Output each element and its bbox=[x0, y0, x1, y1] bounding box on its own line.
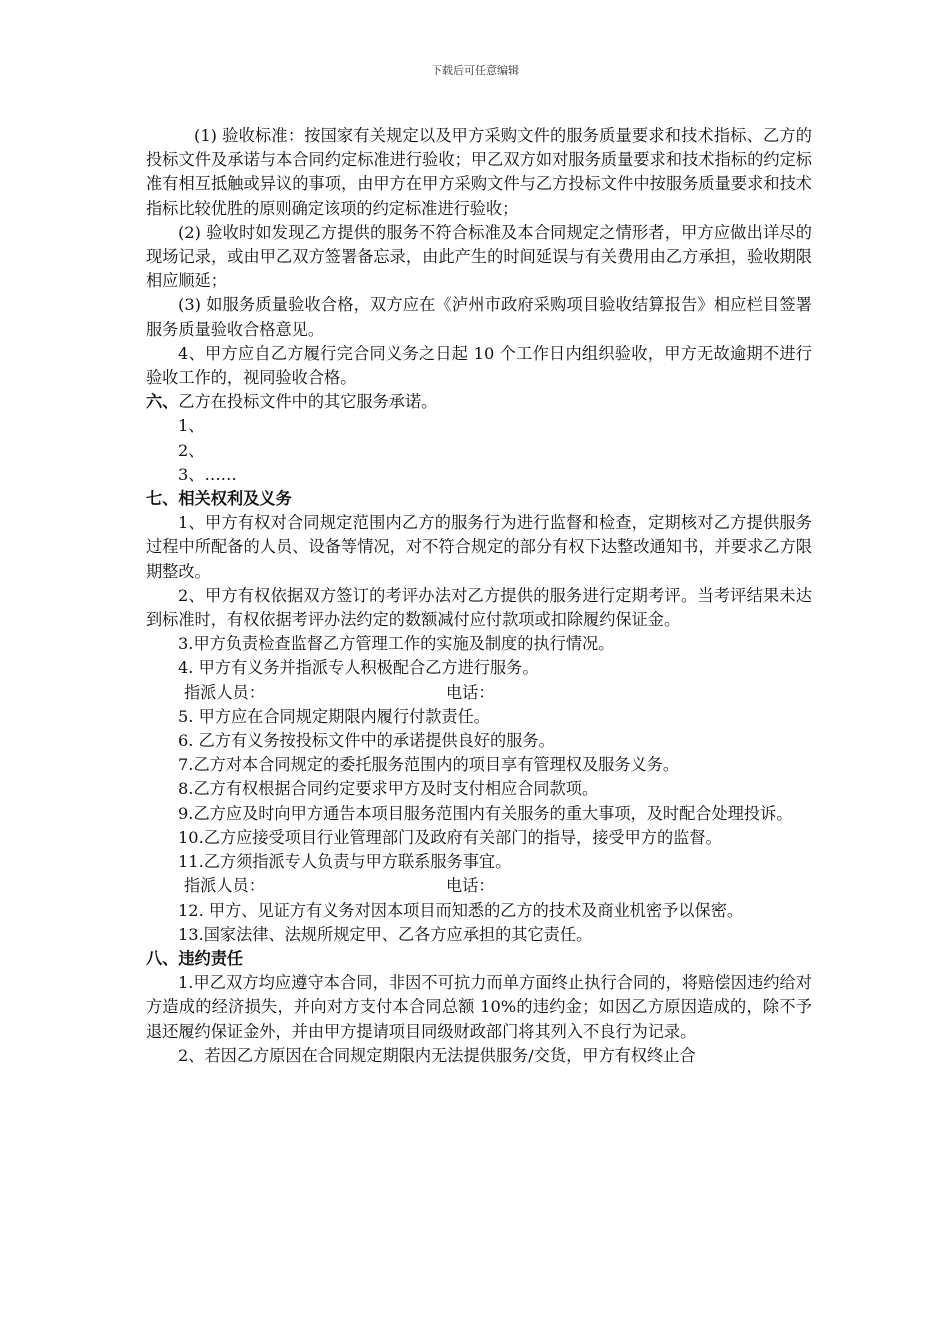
rights-item-8: 8.乙方有权根据合同约定要求甲方及时支付相应合同款项。 bbox=[178, 779, 599, 799]
acceptance-item-2: (2) 验收时如发现乙方提供的服务不符合标准及本合同规定之情形者，甲方应做出详尽的现场记录，或由甲乙双方签署备忘录，由此产生的时间延误与有关费用由乙方承担，验收期限相应顺延； bbox=[146, 222, 812, 291]
rights-item-4: 4. 甲方有义务并指派专人积极配合乙方进行服务。 bbox=[178, 658, 539, 678]
assigned-person-row-2 bbox=[146, 874, 812, 898]
breach-item-2: 2、若因乙方原因在合同规定期限内无法提供服务/交货，甲方有权终止合 bbox=[178, 1045, 696, 1065]
document-body bbox=[146, 124, 812, 1068]
page-header: 下载后可任意编辑 bbox=[431, 64, 519, 77]
assigned-person-label: 指派人员： bbox=[184, 876, 265, 896]
rights-item-7: 7.乙方对本合同规定的委托服务范围内的项目享有管理权及服务义务。 bbox=[178, 755, 680, 775]
rights-item-5: 5. 甲方应在合同规定期限内履行付款责任。 bbox=[178, 706, 490, 726]
assigned-person-row-1 bbox=[146, 681, 812, 705]
rights-item-6: 6. 乙方有义务按投标文件中的承诺提供良好的服务。 bbox=[178, 731, 555, 751]
section-6-item-3: 3、…… bbox=[178, 464, 237, 484]
rights-item-13: 13.国家法律、法规所规定甲、乙各方应承担的其它责任。 bbox=[178, 924, 593, 944]
assigned-person-label: 指派人员： bbox=[184, 682, 265, 702]
section-8-title: 八、违约责任 bbox=[146, 948, 244, 968]
rights-item-10: 10.乙方应接受项目行业管理部门及政府有关部门的指导，接受甲方的监督。 bbox=[178, 827, 722, 847]
section-6-title bbox=[146, 390, 812, 414]
acceptance-item-1: (1) 验收标准：按国家有关规定以及甲方采购文件的服务质量要求和技术指标、乙方的投标文件及承诺与本合同约定标准进行验收；甲乙双方如对服务质量要求和技术指标的约定标准有相互抵触或异议的事项，由甲方在甲方采购文件与乙方投标文件中按服务质量要求和技术指标比较优胜的原则确定该项的约定标准进行验收； bbox=[146, 126, 812, 218]
section-7-title: 七、相关权利及义务 bbox=[146, 489, 292, 509]
acceptance-item-4: 4、甲方应自乙方履行完合同义务之日起 10 个工作日内组织验收，甲方无故逾期不进行验收工作的，视同验收合格。 bbox=[146, 343, 812, 388]
acceptance-item-3: (3) 如服务质量验收合格，双方应在《泸州市政府采购项目验收结算报告》相应栏目签署服务质量验收合格意见。 bbox=[146, 295, 812, 339]
section-6-item-2: 2、 bbox=[178, 440, 205, 460]
rights-item-11: 11.乙方须指派专人负责与甲方联系服务事宜。 bbox=[178, 852, 512, 872]
rights-item-1: 1、甲方有权对合同规定范围内乙方的服务行为进行监督和检查，定期核对乙方提供服务过程中所配备的人员、设备等情况，对不符合规定的部分有权下达整改通知书，并要求乙方限期整改。 bbox=[146, 513, 812, 581]
rights-item-3: 3.甲方负责检查监督乙方管理工作的实施及制度的执行情况。 bbox=[178, 634, 615, 654]
phone-label: 电话： bbox=[446, 682, 495, 702]
section-6-item-1: 1、 bbox=[178, 416, 205, 436]
section-6-heading: 乙方在投标文件中的其它服务承诺。 bbox=[178, 392, 438, 412]
rights-item-9: 9.乙方应及时向甲方通告本项目服务范围内有关服务的重大事项，及时配合处理投诉。 bbox=[178, 803, 793, 823]
section-6-number: 六、 bbox=[146, 392, 179, 412]
breach-item-1: 1.甲乙双方均应遵守本合同，非因不可抗力而单方面终止执行合同的，将赔偿因违约给对方造成的经济损失，并向对方支付本合同总额 10%的违约金；如因乙方原因造成的，除不予退还履约保证金外，并由甲方提请项目同级财政部门将其列入不良行为记录。 bbox=[146, 973, 812, 1041]
phone-label: 电话： bbox=[446, 876, 495, 896]
rights-item-2: 2、甲方有权依据双方签订的考评办法对乙方提供的服务进行定期考评。当考评结果未达到标准时，有权依据考评办法约定的数额减付应付款项或扣除履约保证金。 bbox=[146, 585, 812, 630]
rights-item-12: 12. 甲方、见证方有义务对因本项目而知悉的乙方的技术及商业机密予以保密。 bbox=[178, 900, 744, 920]
